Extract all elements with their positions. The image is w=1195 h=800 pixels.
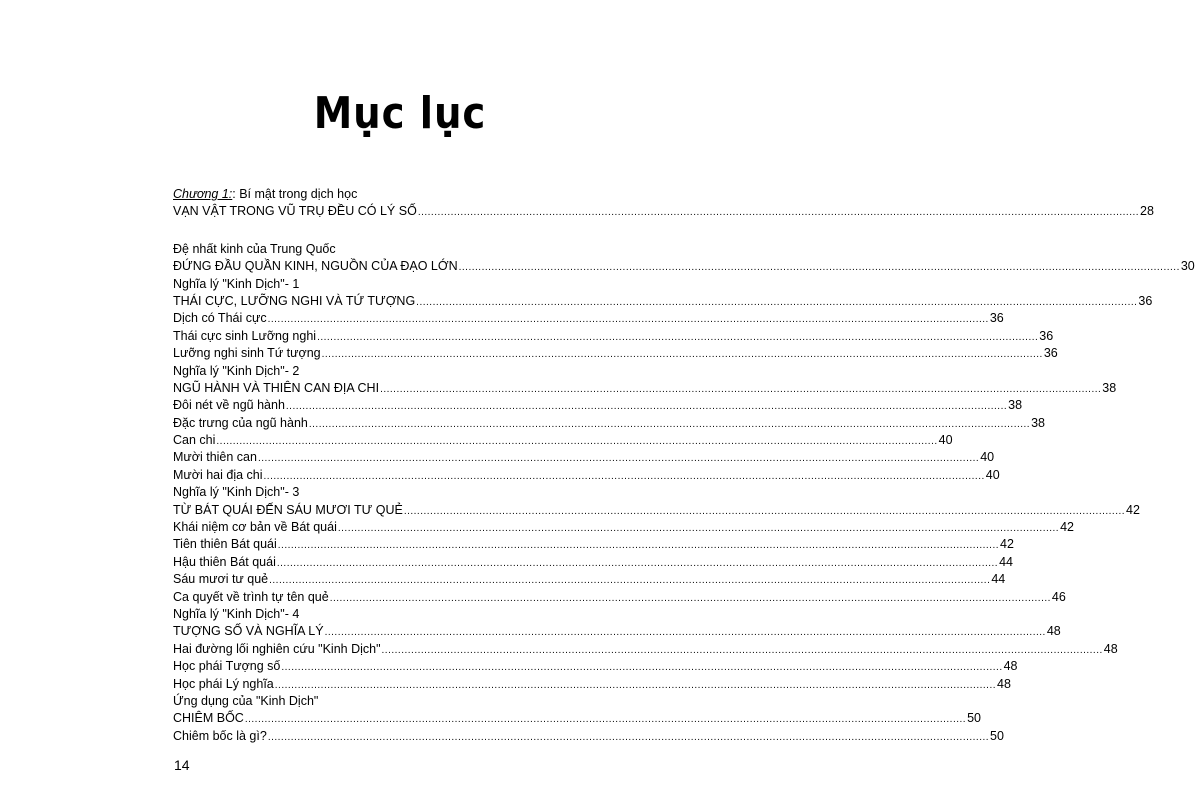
toc-entry-label: Can chi xyxy=(173,433,216,448)
toc-entry xyxy=(173,641,1118,658)
toc-entry xyxy=(173,449,995,466)
toc-entry xyxy=(173,258,1195,275)
dot-leader: ............................................................................................................................................................................................................................ xyxy=(317,331,1039,343)
toc-entry-label: TỪ BÁT QUÁI ĐẾN SÁU MƯƠI TƯ QUẺ xyxy=(173,502,403,517)
toc-entry-label: THÁI CỰC, LƯỠNG NGHI VÀ TỨ TƯỢNG xyxy=(173,293,416,308)
toc-entry-page: 42 xyxy=(1000,537,1014,552)
toc-entry-label: Chiêm bốc là gì? xyxy=(173,728,267,743)
toc-entry-label: VẠN VẬT TRONG VŨ TRỤ ĐỀU CÓ LÝ SỐ xyxy=(173,204,417,219)
toc-entry xyxy=(173,363,625,380)
toc-entry-page: 36 xyxy=(1043,346,1058,361)
page-title: Mục lục xyxy=(313,88,487,139)
toc-entry-label: ĐỨNG ĐẦU QUẦN KINH, NGUỒN CỦA ĐẠO LỚN xyxy=(173,259,458,274)
toc-entry xyxy=(173,536,1014,553)
toc-entry-label: Ca quyết về trình tự tên quẻ xyxy=(173,589,329,604)
toc-entry xyxy=(173,397,1023,414)
toc-entry xyxy=(173,293,1153,310)
dot-leader: ............................................................................................................................................................................................................................ xyxy=(308,418,1031,430)
toc-entry-label: Đệ nhất kinh của Trung Quốc xyxy=(173,241,336,256)
toc-entry-label: NGŨ HÀNH VÀ THIÊN CAN ĐỊA CHI xyxy=(173,380,380,395)
toc-entry-label: Lưỡng nghi sinh Tứ tượng xyxy=(173,346,321,361)
toc-entry-label: Mười hai địa chi xyxy=(173,467,263,482)
toc-entry-page: 48 xyxy=(997,676,1011,691)
dot-leader: ............................................................................................................................................................................................................................ xyxy=(458,262,1180,274)
toc-entry-label: Nghĩa lý "Kinh Dịch"- 1 xyxy=(173,276,300,291)
toc-entry-page: 48 xyxy=(1103,641,1118,656)
toc-entry-label: Khái niệm cơ bản về Bát quái xyxy=(173,520,337,535)
toc-entry-page: 48 xyxy=(1003,659,1018,674)
toc-entry xyxy=(173,519,1074,536)
toc-entry xyxy=(173,484,625,501)
toc-entry xyxy=(173,554,1013,571)
toc-entry-label: Tiên thiên Bát quái xyxy=(173,537,277,552)
toc-entry xyxy=(173,380,1117,397)
toc-entry-label: Ứng dụng của "Kinh Dịch" xyxy=(173,693,319,708)
dot-leader: ............................................................................................................................................................................................................................ xyxy=(244,714,967,726)
dot-leader: ............................................................................................................................................................................................................................ xyxy=(269,575,991,587)
toc-entry-page: 44 xyxy=(999,554,1013,569)
toc-entry xyxy=(173,710,981,727)
toc-entry-label: Mười thiên can xyxy=(173,450,257,465)
toc-entry xyxy=(173,415,1045,432)
toc-entry xyxy=(173,676,1011,693)
toc-entry xyxy=(173,658,1018,675)
toc-entry-page: 40 xyxy=(938,433,953,448)
dot-leader: ............................................................................................................................................................................................................................ xyxy=(381,644,1103,656)
toc-entry-page: 38 xyxy=(1031,415,1045,430)
toc-entry-page: 38 xyxy=(1008,398,1023,413)
toc-entry-page: 36 xyxy=(989,311,1004,326)
toc-entry-page: 30 xyxy=(1180,259,1195,274)
toc-entry-label: Học phái Lý nghĩa xyxy=(173,676,274,691)
toc-entry xyxy=(173,728,1004,745)
toc-entry-label: CHIÊM BỐC xyxy=(173,711,244,726)
toc-entry xyxy=(173,623,1061,640)
chapter-prefix: Chương 1: xyxy=(173,187,233,201)
toc-entry-label: Sáu mươi tư quẻ xyxy=(173,572,269,587)
toc-entry xyxy=(173,502,1140,519)
toc-entry-page: 38 xyxy=(1102,380,1117,395)
dot-leader: ............................................................................................................................................................................................................................ xyxy=(276,557,999,569)
toc-entry-label: TƯỢNG SỐ VÀ NGHĨA LÝ xyxy=(173,624,324,639)
toc-entry xyxy=(173,589,1066,606)
toc-entry-label: Học phái Tượng số xyxy=(173,659,281,674)
dot-leader: ............................................................................................................................................................................................................................ xyxy=(324,627,1046,639)
toc-entry xyxy=(173,693,625,710)
toc-entry xyxy=(173,241,625,258)
toc-entry-page: 42 xyxy=(1126,502,1140,517)
toc-entry-page: 48 xyxy=(1046,624,1061,639)
toc-entry-label: Đôi nét về ngũ hành xyxy=(173,398,285,413)
toc-entry xyxy=(173,606,625,623)
toc-entry xyxy=(173,276,625,293)
dot-leader: ............................................................................................................................................................................................................................ xyxy=(285,401,1008,413)
dot-leader: ............................................................................................................................................................................................................................ xyxy=(403,505,1126,517)
toc-entry-label: Thái cực sinh Lưỡng nghi xyxy=(173,328,317,343)
dot-leader: ............................................................................................................................................................................................................................ xyxy=(417,207,1140,219)
toc-entry-page: 42 xyxy=(1060,520,1074,535)
toc-entries xyxy=(173,203,1195,745)
toc-entry-page: 46 xyxy=(1051,589,1066,604)
dot-leader: ............................................................................................................................................................................................................................ xyxy=(274,679,996,691)
toc-entry-page: 36 xyxy=(1039,328,1054,343)
toc-entry xyxy=(173,432,953,449)
toc-entry xyxy=(173,310,1004,327)
page-number: 14 xyxy=(174,757,190,773)
dot-leader: ............................................................................................................................................................................................................................ xyxy=(321,349,1043,361)
toc-entry xyxy=(173,467,1000,484)
toc-entry xyxy=(173,345,1058,362)
dot-leader: ............................................................................................................................................................................................................................ xyxy=(337,523,1060,535)
dot-leader: ............................................................................................................................................................................................................................ xyxy=(263,470,985,482)
toc-entry-label: Đặc trưng của ngũ hành xyxy=(173,415,308,430)
toc-entry-label: Nghĩa lý "Kinh Dịch"- 2 xyxy=(173,363,300,378)
chapter-subtitle: : Bí mật trong dịch học xyxy=(232,187,358,201)
dot-leader: ............................................................................................................................................................................................................................ xyxy=(267,731,990,743)
toc-entry-label: Dịch có Thái cực xyxy=(173,311,267,326)
toc-entry-page: 44 xyxy=(991,572,1006,587)
toc-entry-page: 40 xyxy=(980,450,995,465)
dot-leader: ............................................................................................................................................................................................................................ xyxy=(380,383,1102,395)
toc-entry xyxy=(173,328,1054,345)
dot-leader: ............................................................................................................................................................................................................................ xyxy=(257,453,980,465)
toc-entry xyxy=(173,571,1006,588)
toc-entry-label: Hai đường lối nghiên cứu "Kinh Dịch" xyxy=(173,641,381,656)
toc-entry-label: Nghĩa lý "Kinh Dịch"- 4 xyxy=(173,606,300,621)
toc-entry-label: Hậu thiên Bát quái xyxy=(173,554,276,569)
dot-leader: ............................................................................................................................................................................................................................ xyxy=(329,592,1051,604)
chapter-heading xyxy=(173,186,625,203)
toc-entry-page: 40 xyxy=(985,467,1000,482)
toc-entry-page: 50 xyxy=(990,728,1004,743)
dot-leader: ............................................................................................................................................................................................................................ xyxy=(277,540,1000,552)
table-of-contents xyxy=(173,186,1195,745)
dot-leader: ............................................................................................................................................................................................................................ xyxy=(281,662,1003,674)
dot-leader: ............................................................................................................................................................................................................................ xyxy=(267,314,989,326)
section-spacer xyxy=(173,221,625,241)
dot-leader: ............................................................................................................................................................................................................................ xyxy=(216,436,938,448)
toc-entry-label: Nghĩa lý "Kinh Dịch"- 3 xyxy=(173,485,300,500)
toc-entry xyxy=(173,203,1154,220)
dot-leader: ............................................................................................................................................................................................................................ xyxy=(416,296,1138,308)
toc-entry-page: 36 xyxy=(1138,293,1153,308)
toc-entry-page: 50 xyxy=(967,711,981,726)
toc-entry-page: 28 xyxy=(1140,204,1154,219)
